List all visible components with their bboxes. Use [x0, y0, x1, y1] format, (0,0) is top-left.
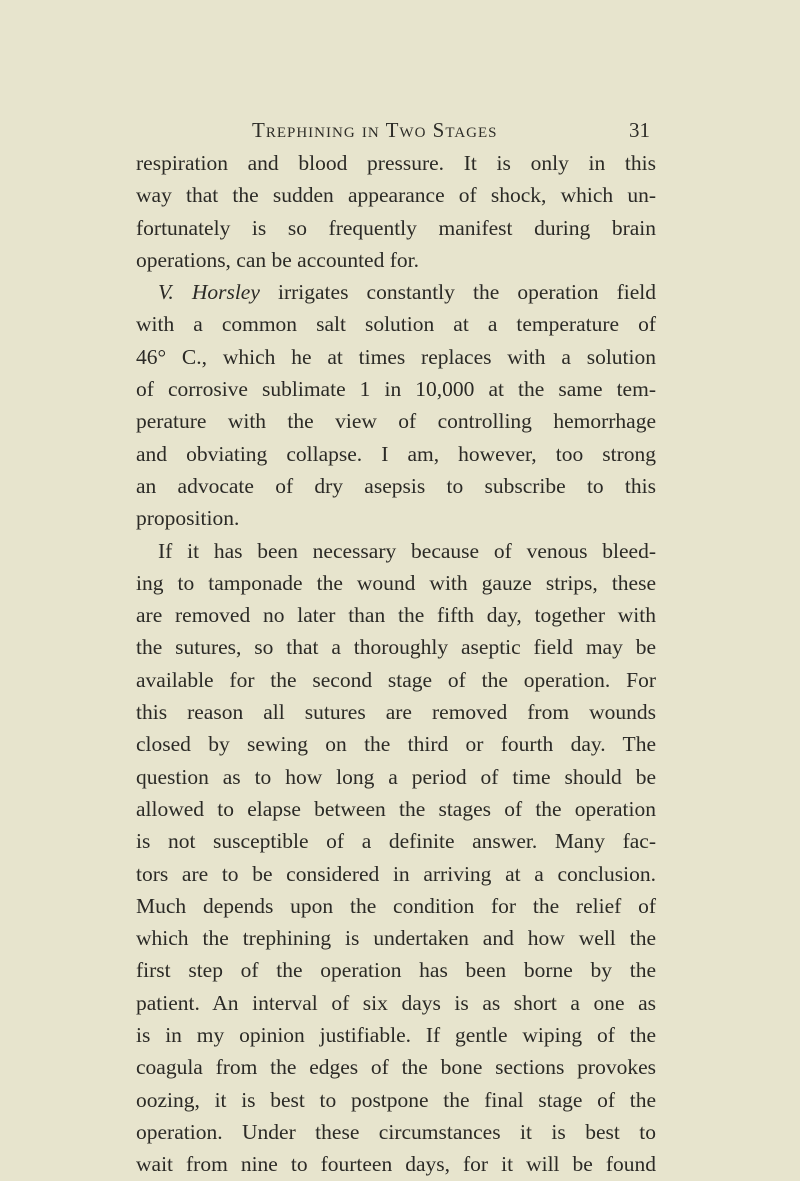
text-line: If it has been necessary because of venous bleed- — [158, 538, 656, 563]
text-line: which the trephining is undertaken and how well the — [136, 926, 656, 951]
text-line — [136, 276, 656, 308]
text-line: available for the second stage of the operation. For — [136, 667, 656, 692]
page-number: 31 — [629, 118, 650, 142]
text-line: the sutures, so that a thoroughly aseptic field may be — [136, 635, 656, 660]
text-line: this reason all sutures are removed from wounds — [136, 700, 656, 725]
text-line: perature with the view of controlling hemorrhage — [136, 409, 656, 434]
text-line: Much depends upon the condition for the relief of — [136, 893, 656, 918]
text-line: first step of the operation has been borne by the — [136, 958, 656, 983]
text-line: are removed no later than the fifth day, together with — [136, 603, 656, 628]
text-line: is not susceptible of a definite answer. Many fac- — [136, 829, 656, 854]
text-line: operation. Under these circumstances it is best to — [136, 1119, 656, 1144]
text-line: operations, can be accounted for. — [136, 247, 419, 272]
text-line: proposition. — [136, 506, 240, 531]
text-line: closed by sewing on the third or fourth day. The — [136, 732, 656, 757]
text-line: an advocate of dry asepsis to subscribe to this — [136, 473, 656, 498]
text-line: respiration and blood pressure. It is only in this — [136, 151, 656, 175]
text-line: tors are to be considered in arriving at a conclusion. — [136, 861, 656, 886]
text-line: coagula from the edges of the bone sections provokes — [136, 1055, 656, 1080]
running-title: Trephining in Two Stages — [252, 118, 498, 142]
text-line: 46° C., which he at times replaces with a solution — [136, 344, 656, 369]
text-line: oozing, it is best to postpone the final stage of the — [136, 1087, 656, 1112]
text-line: with a common salt solution at a temperature of — [136, 312, 656, 337]
text-line: of corrosive sublimate 1 in 10,000 at the same tem- — [136, 377, 656, 402]
text-line: allowed to elapse between the stages of the operation — [136, 796, 656, 821]
text-line: patient. An interval of six days is as short a one as — [136, 990, 656, 1015]
text-line: fortunately is so frequently manifest during brain — [136, 215, 656, 240]
text-line-rest: irrigates constantly the operation field — [278, 280, 657, 305]
text-line: question as to how long a period of time should be — [136, 764, 656, 789]
text-line: ing to tamponade the wound with gauze strips, these — [136, 570, 656, 595]
body-text — [136, 147, 656, 1181]
text-line: is in my opinion justifiable. If gentle wiping of the — [136, 1023, 656, 1048]
text-line: wait from nine to fourteen days, for it will be found — [136, 1152, 656, 1177]
author-name: V. Horsley — [158, 280, 260, 305]
text-line: way that the sudden appearance of shock, which un- — [136, 183, 656, 208]
text-line: and obviating collapse. I am, however, too strong — [136, 441, 656, 466]
